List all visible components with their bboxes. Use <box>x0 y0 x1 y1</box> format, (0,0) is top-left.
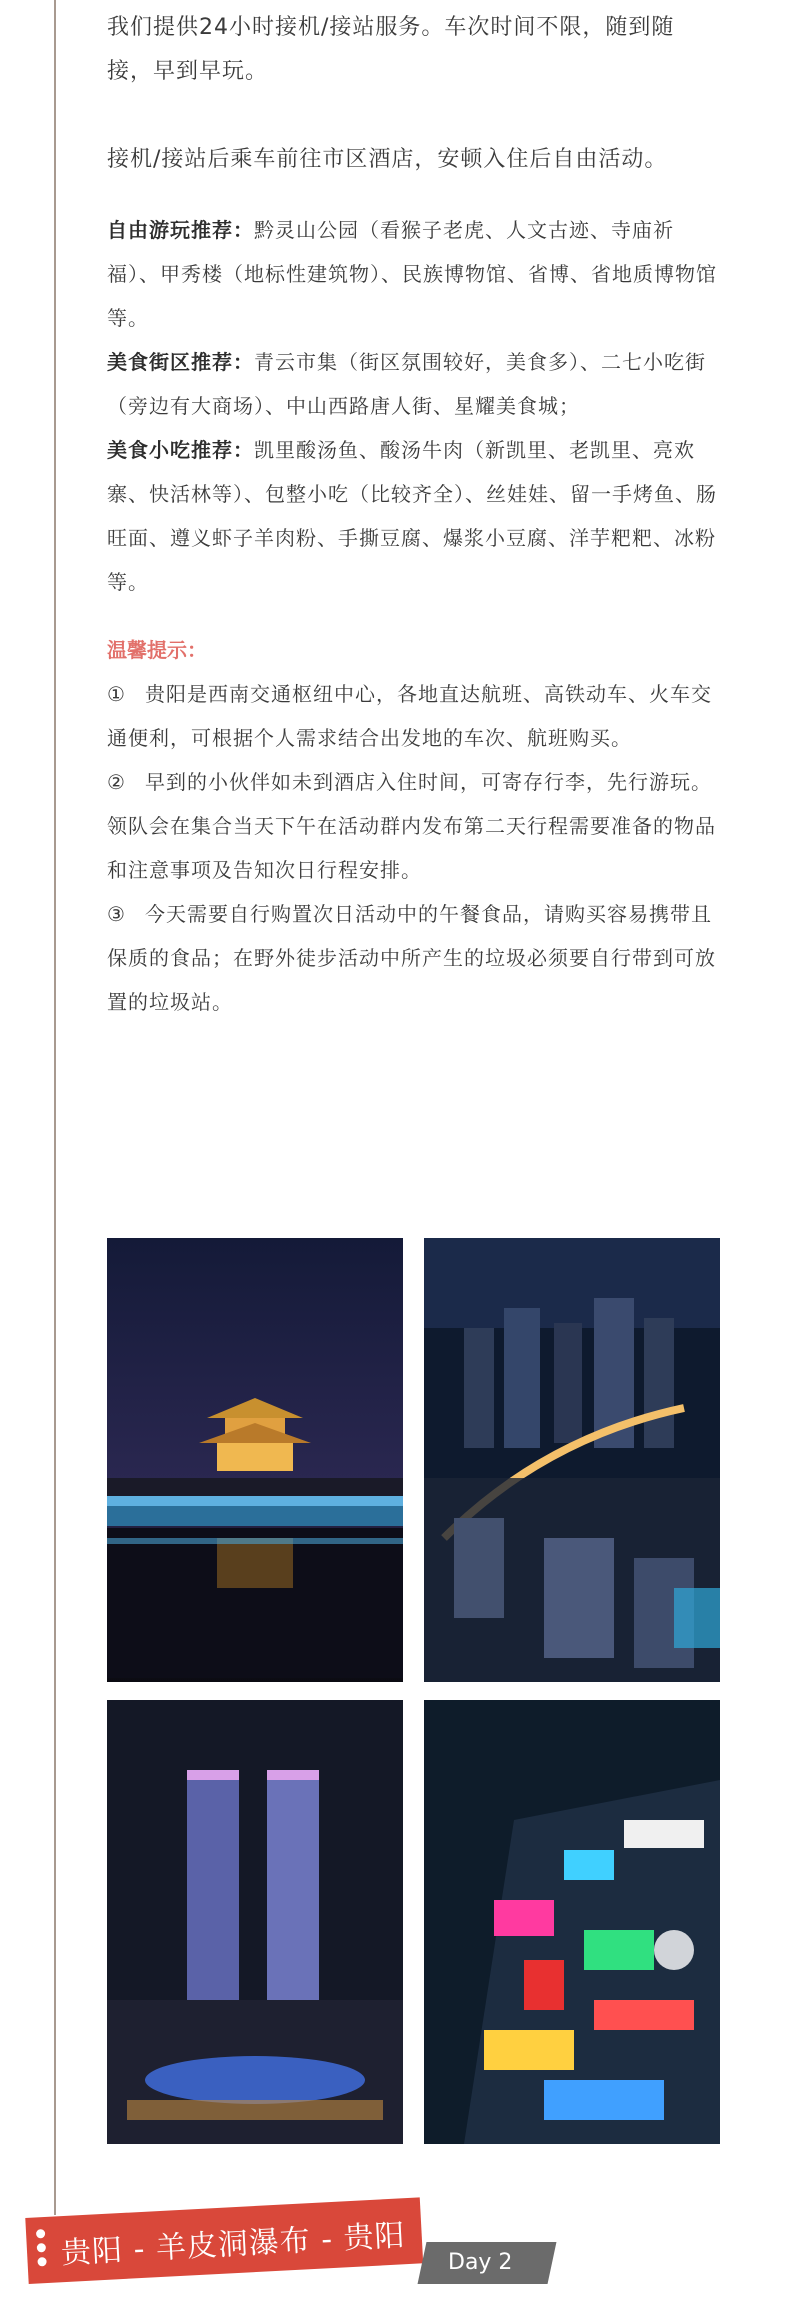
recommend-free: 自由游玩推荐：黔灵山公园（看猴子老虎、人文古迹、寺庙祈福）、甲秀楼（地标性建筑物）、民族博物馆、省博、省地质博物馆等。 <box>107 218 717 330</box>
banner-dots-icon <box>36 2229 48 2271</box>
timeline-line <box>54 0 56 2215</box>
tip-item: ② 早到的小伙伴如未到酒店入住时间，可寄存行李，先行游玩。领队会在集合当天下午在活动群内发布第二天行程需要准备的物品和注意事项及告知次日行程安排。 <box>107 770 716 882</box>
jiaxiu-tower-night-photo <box>107 1238 403 1682</box>
tips-section <box>107 628 717 1024</box>
tips-title: 温馨提示： <box>107 638 207 662</box>
city-highway-night-photo <box>424 1238 720 1682</box>
day-label <box>418 2242 557 2284</box>
recommend-food-street: 美食街区推荐：青云市集（街区氛围较好，美食多）、二七小吃街（旁边有大商场）、中山西路唐人街、星耀美食城； <box>107 350 706 418</box>
recommend-section <box>107 208 717 604</box>
tip-item: ① 贵阳是西南交通枢纽中心，各地直达航班、高铁动车、火车交通便利，可根据个人需求结合出发地的车次、航班购买。 <box>107 682 712 750</box>
day2-route-title: 贵阳 - 羊皮洞瀑布 - 贵阳 <box>60 2218 407 2272</box>
twin-towers-night-photo <box>107 1700 403 2144</box>
recommend-snacks: 美食小吃推荐：凯里酸汤鱼、酸汤牛肉（新凯里、老凯里、亮欢寨、快活林等）、包整小吃（比较齐全）、丝娃娃、留一手烤鱼、肠旺面、遵义虾子羊肉粉、手撕豆腐、爆浆小豆腐、洋芋粑粑、冰粉等。 <box>107 438 717 594</box>
day1-content <box>107 0 717 1024</box>
tip-item: ③ 今天需要自行购置次日活动中的午餐食品，请购买容易携带且保质的食品；在野外徒步活动中所产生的垃圾必须要自行带到可放置的垃圾站。 <box>107 902 716 1014</box>
intro-paragraph-2: 接机/接站后乘车前往市区酒店，安顿入住后自由活动。 <box>107 147 668 172</box>
neon-market-night-photo <box>424 1700 720 2144</box>
day-number: Day 2 <box>448 2250 513 2275</box>
day2-banner <box>25 2197 423 2284</box>
intro-paragraph-1: 我们提供24小时接机/接站服务。车次时间不限，随到随接，早到早玩。 <box>107 15 675 84</box>
